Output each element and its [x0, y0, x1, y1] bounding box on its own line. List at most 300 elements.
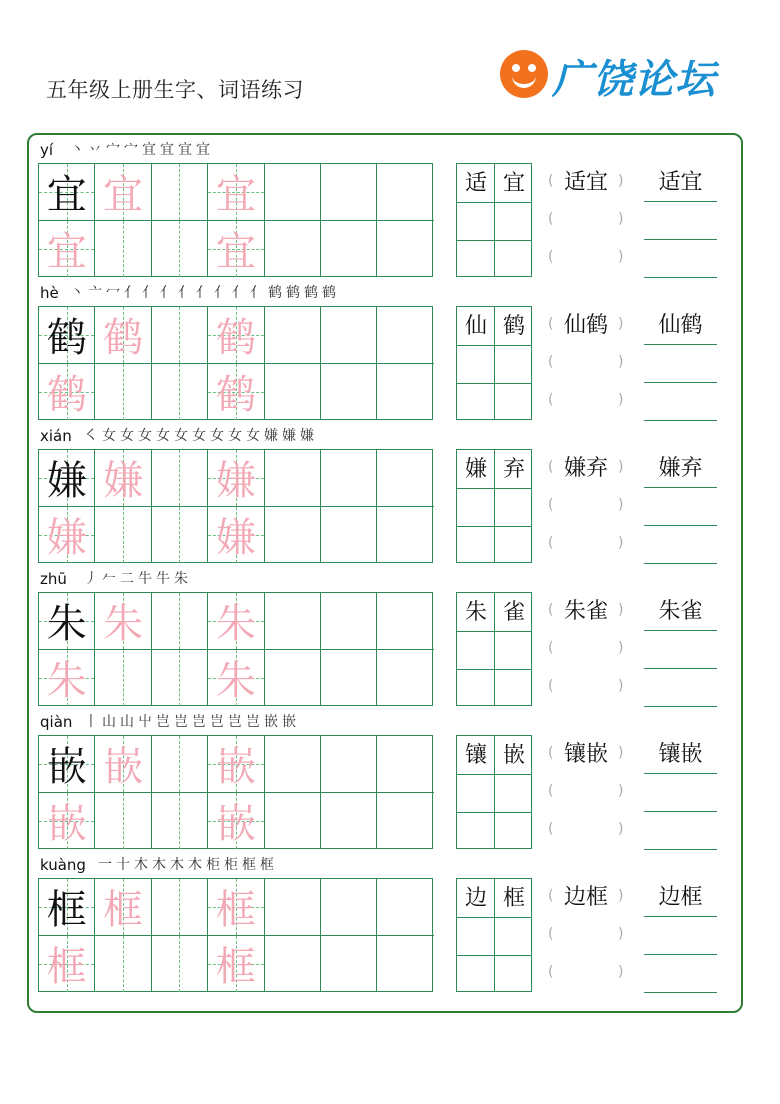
grid-cell[interactable] [95, 593, 151, 650]
practice-section [0, 141, 780, 284]
word-character: 框 [502, 886, 525, 911]
guide-line [179, 879, 180, 935]
stroke-step: 嵌 [264, 714, 278, 730]
grid-cell[interactable] [39, 879, 95, 936]
stroke-step: 十 [116, 857, 130, 873]
bracket: ) [618, 888, 624, 904]
trace-character: 框 [103, 887, 144, 934]
stroke-step: 亠 [88, 285, 102, 301]
grid-cell[interactable] [152, 650, 208, 707]
grid-cell[interactable] [95, 450, 151, 507]
trace-character: 朱 [103, 601, 144, 648]
writing-line [644, 954, 717, 955]
divider [457, 812, 531, 813]
grid-cell[interactable] [152, 221, 208, 278]
divider [457, 669, 531, 670]
trace-character: 嵌 [215, 801, 256, 848]
stroke-step: 柜 [224, 857, 238, 873]
grid-cell[interactable] [152, 507, 208, 564]
bracket: ) [618, 964, 624, 980]
word-text: 仙鹤 [563, 313, 608, 338]
stroke-step: 亻 [232, 285, 246, 301]
grid-cell[interactable] [321, 793, 377, 850]
divider [457, 345, 531, 346]
grid-cell[interactable] [265, 450, 321, 507]
writing-line [644, 382, 717, 383]
grid-cell[interactable] [152, 364, 208, 421]
stroke-step: 牛 [156, 571, 170, 587]
grid-cell[interactable] [152, 879, 208, 936]
trace-character: 宜 [215, 229, 256, 276]
bracket-practice[interactable] [548, 735, 624, 849]
smiley-icon [500, 50, 548, 98]
bracket: ( [548, 354, 554, 370]
stroke-order [98, 854, 278, 874]
trace-character: 嫌 [215, 458, 256, 505]
grid-cell[interactable] [321, 307, 377, 364]
grid-cell[interactable] [208, 879, 264, 936]
grid-cell[interactable] [321, 593, 377, 650]
writing-line [644, 420, 717, 421]
trace-character: 框 [215, 887, 256, 934]
stroke-step: 丶 [70, 142, 84, 158]
bracket: ) [618, 821, 624, 837]
divider [457, 955, 531, 956]
word-box[interactable] [456, 306, 532, 420]
grid-cell[interactable] [208, 307, 264, 364]
grid-cell[interactable] [265, 507, 321, 564]
writing-line [644, 563, 717, 564]
stroke-step: 宜 [142, 142, 156, 158]
grid-cell[interactable] [321, 650, 377, 707]
line-practice[interactable] [644, 592, 717, 706]
guide-line [179, 936, 180, 993]
divider [457, 774, 531, 775]
guide-line [123, 221, 124, 278]
pinyin-label: qiàn [40, 713, 73, 731]
stroke-step: 木 [170, 857, 184, 873]
stroke-step: 屮 [138, 714, 152, 730]
trace-character: 嵌 [215, 744, 256, 791]
practice-section [0, 570, 780, 713]
grid-cell[interactable] [39, 164, 95, 221]
stroke-step: 女 [156, 428, 170, 444]
grid-cell[interactable] [39, 736, 95, 793]
guide-line [179, 364, 180, 421]
divider [457, 631, 531, 632]
stroke-step: 亻 [196, 285, 210, 301]
grid-cell[interactable] [95, 650, 151, 707]
grid-cell[interactable] [321, 364, 377, 421]
bracket: ( [548, 249, 554, 265]
bracket: ( [548, 602, 554, 618]
writing-line [644, 916, 717, 917]
trace-character: 嵌 [46, 801, 87, 848]
practice-section [0, 713, 780, 856]
grid-cell[interactable] [39, 221, 95, 278]
trace-character: 鹤 [46, 372, 87, 419]
word-text: 朱雀 [658, 599, 703, 624]
word-character: 适 [464, 171, 487, 196]
trace-character: 朱 [215, 601, 256, 648]
grid-cell[interactable] [152, 593, 208, 650]
grid-cell[interactable] [208, 936, 264, 993]
trace-character: 框 [215, 944, 256, 991]
stroke-order [70, 139, 214, 159]
grid-cell[interactable] [321, 507, 377, 564]
stroke-step: 山 [102, 714, 116, 730]
bracket: ) [618, 173, 624, 189]
bracket: ( [548, 173, 554, 189]
stroke-step: 宀 [106, 142, 120, 158]
trace-character: 朱 [46, 658, 87, 705]
grid-cell[interactable] [208, 507, 264, 564]
stroke-step: 岂 [192, 714, 206, 730]
word-character: 鹤 [502, 314, 525, 339]
stroke-order [84, 711, 300, 731]
bracket: ) [618, 745, 624, 761]
bracket: ( [548, 497, 554, 513]
bracket: ( [548, 964, 554, 980]
word-text: 适宜 [563, 170, 608, 195]
writing-line [644, 849, 717, 850]
trace-character: 宜 [215, 172, 256, 219]
word-box[interactable] [456, 592, 532, 706]
bracket: ( [548, 459, 554, 475]
grid-cell[interactable] [377, 364, 433, 421]
grid-cell[interactable] [377, 507, 433, 564]
divider [457, 526, 531, 527]
stroke-order [84, 568, 192, 588]
pinyin-label: zhū [40, 570, 67, 588]
stroke-step: 鹤 [286, 285, 300, 301]
grid-cell[interactable] [208, 221, 264, 278]
guide-line [123, 507, 124, 564]
grid-cell[interactable] [377, 879, 433, 936]
stroke-step: 亻 [160, 285, 174, 301]
grid-cell[interactable] [95, 221, 151, 278]
bracket: ( [548, 926, 554, 942]
grid-cell[interactable] [321, 450, 377, 507]
grid-cell[interactable] [265, 736, 321, 793]
grid-cell[interactable] [39, 507, 95, 564]
guide-line [123, 650, 124, 707]
bracket-practice[interactable] [548, 878, 624, 992]
model-character: 嫌 [46, 458, 87, 505]
bracket: ( [548, 640, 554, 656]
grid-cell[interactable] [152, 936, 208, 993]
stroke-step: 朱 [174, 571, 188, 587]
grid-cell[interactable] [321, 164, 377, 221]
bracket: ( [548, 392, 554, 408]
bracket: ( [548, 316, 554, 332]
writing-line [644, 344, 717, 345]
grid-cell[interactable] [95, 793, 151, 850]
grid-cell[interactable] [95, 164, 151, 221]
stroke-step: 岂 [174, 714, 188, 730]
pinyin-label: xián [40, 427, 72, 445]
grid-cell[interactable] [377, 650, 433, 707]
stroke-step: 宀 [124, 142, 138, 158]
grid-cell[interactable] [265, 364, 321, 421]
bracket-practice[interactable] [548, 306, 624, 420]
grid-cell[interactable] [377, 164, 433, 221]
word-text: 镶嵌 [658, 742, 703, 767]
grid-cell[interactable] [265, 593, 321, 650]
stroke-step: 岂 [156, 714, 170, 730]
grid-cell[interactable] [39, 450, 95, 507]
grid-cell[interactable] [377, 793, 433, 850]
stroke-step: 宜 [160, 142, 174, 158]
writing-grid [38, 449, 433, 563]
writing-line [644, 773, 717, 774]
model-character: 嵌 [46, 744, 87, 791]
bracket: ( [548, 821, 554, 837]
grid-cell[interactable] [377, 936, 433, 993]
writing-line [644, 668, 717, 669]
writing-line [644, 630, 717, 631]
bracket: ) [618, 640, 624, 656]
trace-character: 嫌 [103, 458, 144, 505]
word-character: 嵌 [502, 743, 525, 768]
grid-cell[interactable] [377, 736, 433, 793]
stroke-step: 女 [120, 428, 134, 444]
grid-cell[interactable] [377, 307, 433, 364]
divider [457, 240, 531, 241]
writing-line [644, 525, 717, 526]
grid-cell[interactable] [39, 307, 95, 364]
grid-cell[interactable] [208, 593, 264, 650]
trace-character: 鹤 [215, 372, 256, 419]
grid-cell[interactable] [321, 736, 377, 793]
word-text: 边框 [658, 885, 703, 910]
guide-line [179, 221, 180, 278]
stroke-step: 宜 [178, 142, 192, 158]
bracket: ( [548, 888, 554, 904]
writing-grid [38, 878, 433, 992]
guide-line [179, 450, 180, 506]
word-character: 嫌 [464, 457, 487, 482]
grid-cell[interactable] [95, 507, 151, 564]
grid-cell[interactable] [152, 307, 208, 364]
grid-cell[interactable] [265, 793, 321, 850]
bracket: ) [618, 783, 624, 799]
stroke-step: 嫌 [282, 428, 296, 444]
stroke-step: 鹤 [304, 285, 318, 301]
stroke-step: 亻 [124, 285, 138, 301]
divider [457, 917, 531, 918]
grid-cell[interactable] [377, 450, 433, 507]
word-character: 仙 [464, 314, 487, 339]
divider [457, 202, 531, 203]
pinyin-label: hè [40, 284, 59, 302]
grid-cell[interactable] [265, 879, 321, 936]
grid-cell[interactable] [39, 593, 95, 650]
grid-cell[interactable] [377, 221, 433, 278]
writing-line [644, 487, 717, 488]
grid-cell[interactable] [95, 307, 151, 364]
guide-line [123, 793, 124, 850]
word-character: 朱 [464, 600, 487, 625]
stroke-step: 嫌 [300, 428, 314, 444]
guide-line [179, 307, 180, 363]
stroke-step: 女 [102, 428, 116, 444]
stroke-step: 亻 [214, 285, 228, 301]
grid-cell[interactable] [265, 650, 321, 707]
grid-cell[interactable] [265, 221, 321, 278]
word-character: 镶 [464, 743, 487, 768]
writing-grid [38, 163, 433, 277]
bracket: ( [548, 745, 554, 761]
bracket: ( [548, 535, 554, 551]
grid-cell[interactable] [208, 364, 264, 421]
word-text: 适宜 [658, 170, 703, 195]
grid-cell[interactable] [265, 936, 321, 993]
guide-line [179, 793, 180, 850]
stroke-step: 女 [192, 428, 206, 444]
grid-cell[interactable] [152, 164, 208, 221]
word-box[interactable] [456, 449, 532, 563]
stroke-step: 女 [174, 428, 188, 444]
line-practice[interactable] [644, 163, 717, 277]
writing-line [644, 992, 717, 993]
practice-section [0, 427, 780, 570]
guide-line [179, 593, 180, 649]
stroke-step: 岂 [246, 714, 260, 730]
stroke-order [70, 282, 340, 302]
logo-text: 广饶论坛 [552, 57, 716, 103]
stroke-step: 牛 [138, 571, 152, 587]
word-box[interactable] [456, 878, 532, 992]
grid-cell[interactable] [39, 936, 95, 993]
trace-character: 嫌 [215, 515, 256, 562]
grid-cell[interactable] [321, 221, 377, 278]
bracket: ) [618, 392, 624, 408]
stroke-step: ㇛ [84, 428, 98, 444]
stroke-step: 柜 [206, 857, 220, 873]
stroke-step: 木 [152, 857, 166, 873]
stroke-step: 丷 [88, 142, 102, 158]
trace-character: 宜 [103, 172, 144, 219]
stroke-step: 女 [210, 428, 224, 444]
word-character: 雀 [502, 600, 525, 625]
grid-cell[interactable] [265, 307, 321, 364]
stroke-step: 嫌 [264, 428, 278, 444]
stroke-step: 女 [228, 428, 242, 444]
grid-cell[interactable] [208, 736, 264, 793]
guide-line [179, 736, 180, 792]
bracket-practice[interactable] [548, 449, 624, 563]
guide-line [123, 936, 124, 993]
stroke-order [84, 425, 318, 445]
stroke-step: 二 [120, 571, 134, 587]
writing-line [644, 201, 717, 202]
bracket: ( [548, 783, 554, 799]
line-practice[interactable] [644, 449, 717, 563]
grid-cell[interactable] [377, 593, 433, 650]
grid-cell[interactable] [39, 793, 95, 850]
stroke-step: 框 [260, 857, 274, 873]
word-character: 弃 [502, 457, 525, 482]
stroke-step: 丶 [70, 285, 84, 301]
stroke-step: 𠂉 [102, 571, 116, 587]
grid-cell[interactable] [95, 736, 151, 793]
word-character: 宜 [502, 171, 525, 196]
grid-cell[interactable] [95, 879, 151, 936]
bracket-practice[interactable] [548, 592, 624, 706]
bracket: ) [618, 602, 624, 618]
stroke-step: 嵌 [282, 714, 296, 730]
model-character: 宜 [46, 172, 87, 219]
bracket: ) [618, 249, 624, 265]
bracket: ) [618, 678, 624, 694]
guide-line [179, 507, 180, 564]
word-box[interactable] [456, 735, 532, 849]
grid-cell[interactable] [321, 879, 377, 936]
stroke-step: 女 [246, 428, 260, 444]
grid-cell[interactable] [152, 450, 208, 507]
word-character: 边 [464, 886, 487, 911]
line-practice[interactable] [644, 878, 717, 992]
word-box[interactable] [456, 163, 532, 277]
bracket-practice[interactable] [548, 163, 624, 277]
bracket: ) [618, 211, 624, 227]
bracket: ) [618, 535, 624, 551]
stroke-step: 木 [188, 857, 202, 873]
grid-cell[interactable] [208, 164, 264, 221]
line-practice[interactable] [644, 306, 717, 420]
trace-character: 嵌 [103, 744, 144, 791]
trace-character: 鹤 [215, 315, 256, 362]
stroke-step: 山 [120, 714, 134, 730]
guide-line [123, 364, 124, 421]
grid-cell[interactable] [95, 364, 151, 421]
word-text: 边框 [563, 885, 608, 910]
guide-line [179, 650, 180, 707]
stroke-step: 冖 [106, 285, 120, 301]
grid-cell[interactable] [39, 364, 95, 421]
bracket: ) [618, 926, 624, 942]
model-character: 鹤 [46, 315, 87, 362]
grid-cell[interactable] [152, 736, 208, 793]
stroke-step: 一 [98, 857, 112, 873]
grid-cell[interactable] [39, 650, 95, 707]
stroke-step: 宜 [196, 142, 210, 158]
line-practice[interactable] [644, 735, 717, 849]
grid-cell[interactable] [208, 793, 264, 850]
stroke-step: 丿 [84, 571, 98, 587]
grid-cell[interactable] [152, 793, 208, 850]
grid-cell[interactable] [95, 936, 151, 993]
trace-character: 宜 [46, 229, 87, 276]
grid-cell[interactable] [208, 650, 264, 707]
pinyin-label: kuàng [40, 856, 86, 874]
model-character: 朱 [46, 601, 87, 648]
bracket: ( [548, 678, 554, 694]
word-text: 嫌弃 [658, 456, 703, 481]
writing-line [644, 239, 717, 240]
writing-line [644, 811, 717, 812]
stroke-step: 鹤 [322, 285, 336, 301]
grid-cell[interactable] [208, 450, 264, 507]
stroke-step: 亻 [178, 285, 192, 301]
practice-section [0, 856, 780, 999]
bracket: ) [618, 459, 624, 475]
grid-cell[interactable] [265, 164, 321, 221]
bracket: ) [618, 316, 624, 332]
grid-cell[interactable] [321, 936, 377, 993]
model-character: 框 [46, 887, 87, 934]
